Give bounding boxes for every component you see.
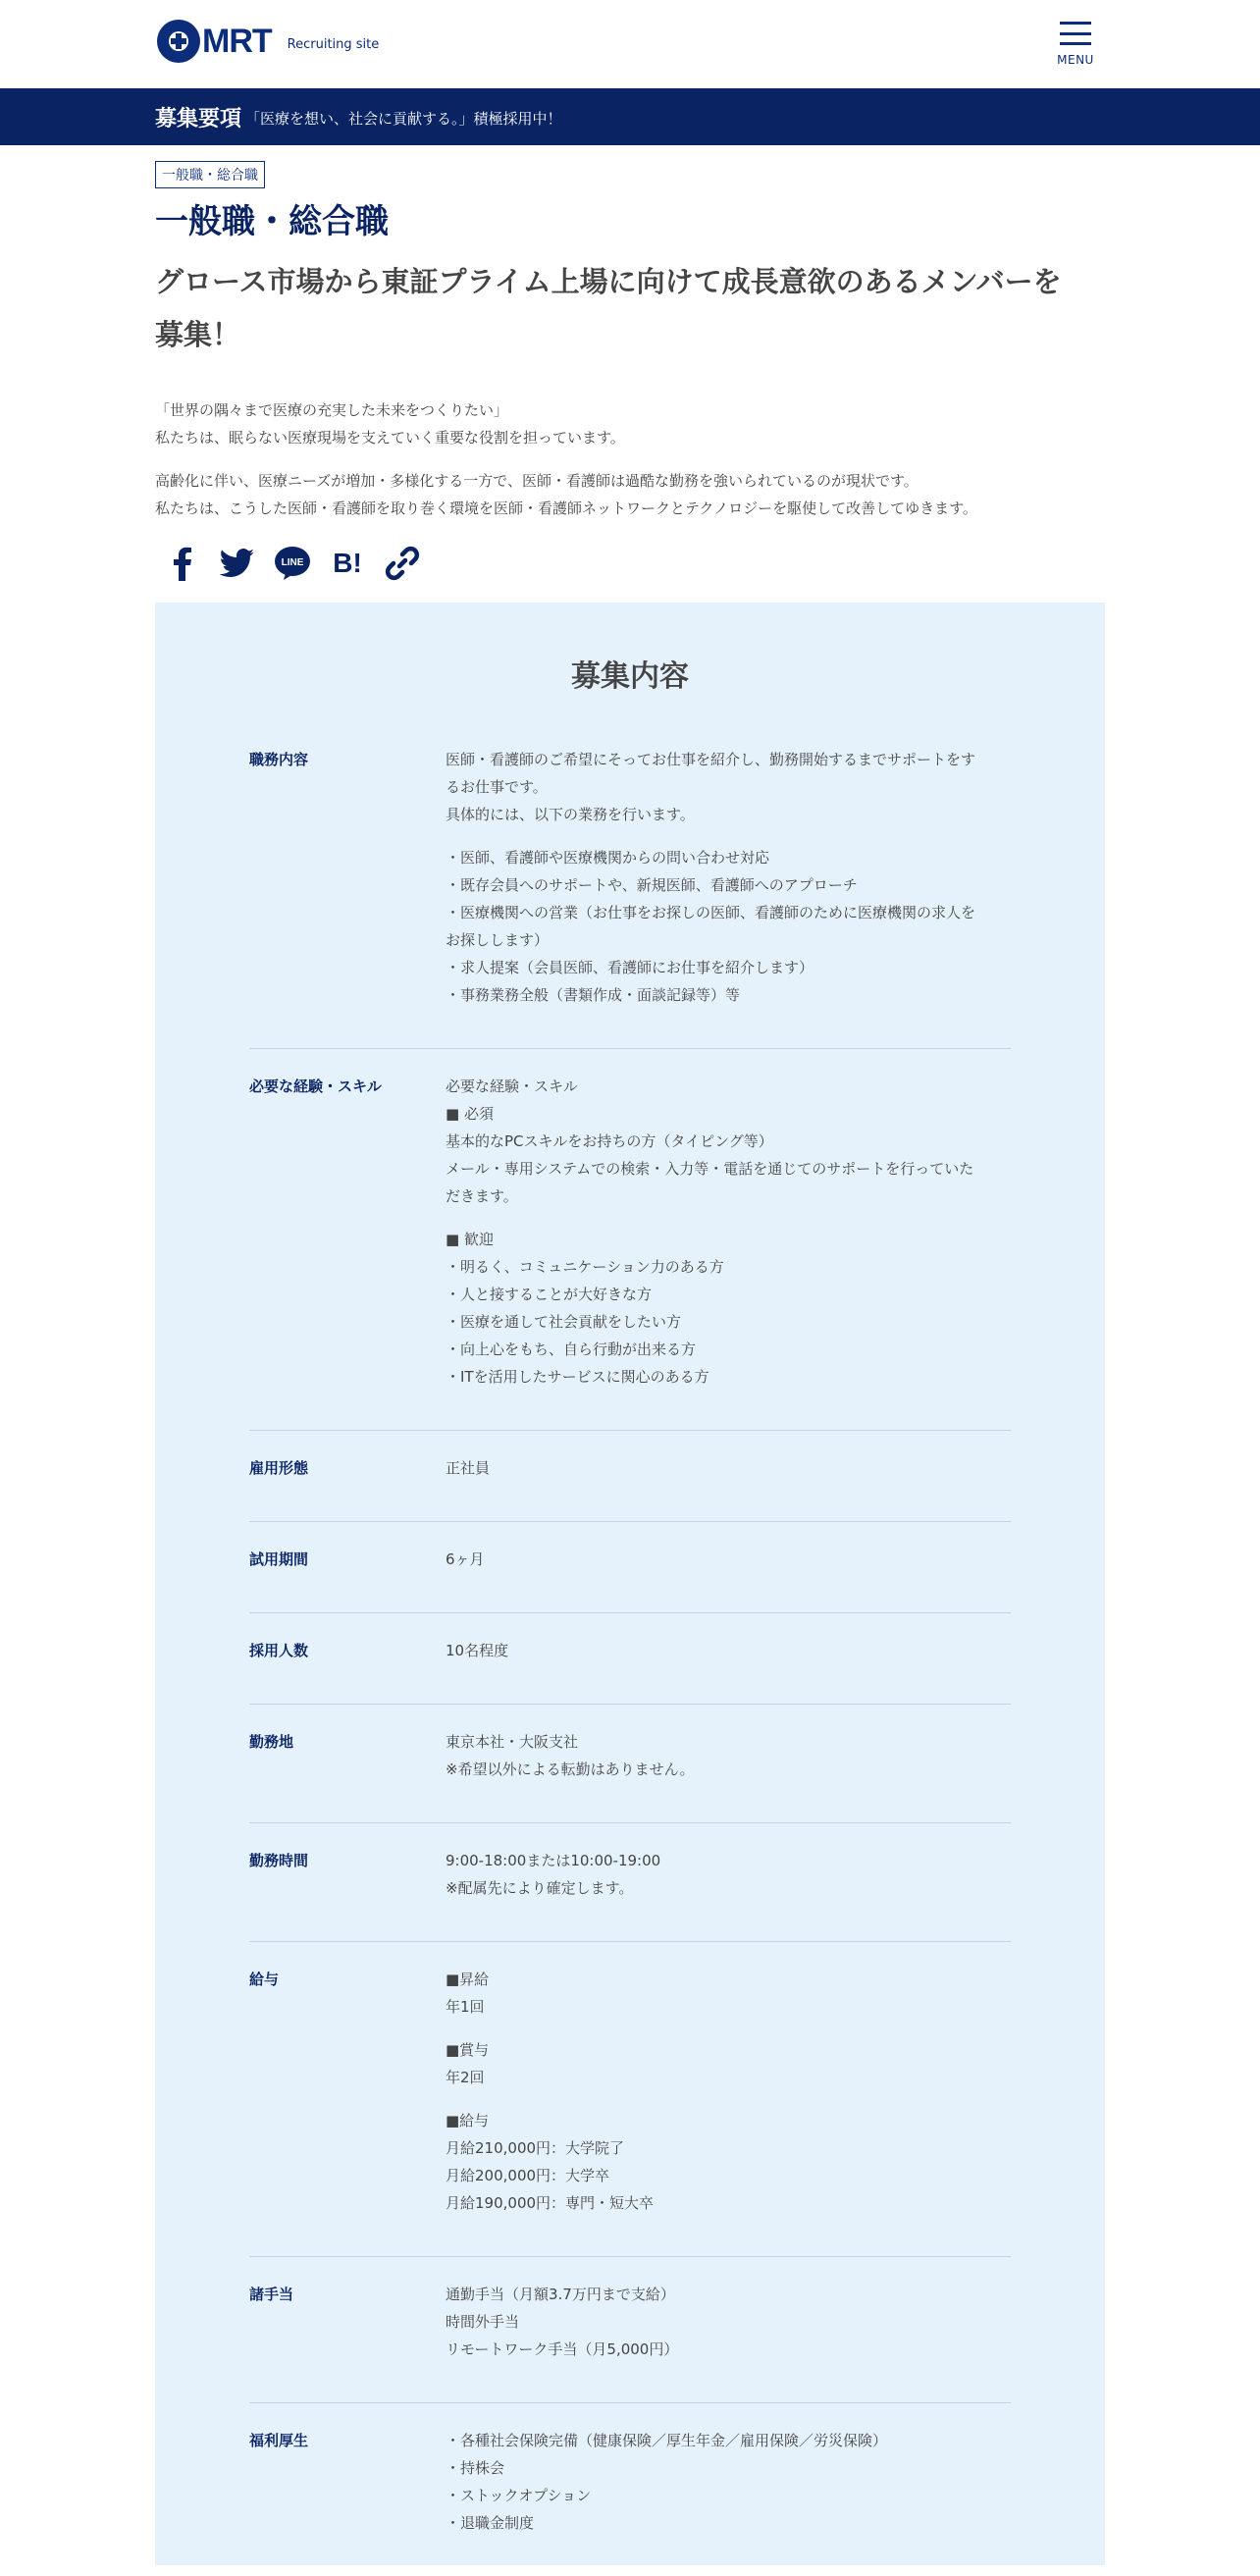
detail-line: ・持株会	[446, 2459, 505, 2477]
detail-row	[249, 2257, 1011, 2403]
detail-value	[446, 1073, 1011, 1391]
detail-line: ・人と接することが大好きな方	[446, 1286, 653, 1303]
detail-row	[249, 1942, 1011, 2257]
hatena-icon-text: B!	[333, 548, 362, 578]
line-icon[interactable]	[275, 546, 310, 581]
detail-line: 年1回	[446, 1998, 485, 2016]
detail-row	[249, 1705, 1011, 1823]
logo-mark-icon	[157, 20, 200, 63]
detail-row	[249, 1431, 1011, 1522]
detail-label: 勤務地	[249, 1733, 294, 1751]
logo-subtitle: Recruiting site	[287, 36, 380, 52]
lead-line-2: 募集！	[155, 318, 241, 351]
lead-line-1: グロース市場から東証プライム上場に向けて成長意欲のあるメンバーを	[155, 265, 1062, 298]
detail-line: 10名程度	[446, 1642, 509, 1659]
detail-value	[446, 1966, 1011, 2217]
detail-line: 月給200,000円：大学卒	[446, 2167, 610, 2184]
detail-line: 通勤手当（月額3.7万円まで支給）	[446, 2286, 675, 2303]
detail-line: ・退職金制度	[446, 2514, 535, 2532]
detail-row	[249, 746, 1011, 1049]
detail-value	[446, 1637, 1011, 1664]
detail-line: ・事務業務全般（書類作成・面談記録等）等	[446, 986, 741, 1004]
detail-line: 9:00-18:00または10:00-19:00	[446, 1852, 661, 1869]
detail-label: 福利厚生	[249, 2432, 309, 2449]
detail-line: だきます。	[446, 1187, 518, 1205]
menu-button[interactable]	[1056, 22, 1095, 73]
intro-p2-line-1: 高齢化に伴い、医療ニーズが増加・多様化する一方で、医師・看護師は過酷な勤務を強いられているのが現状です。	[155, 472, 919, 490]
site-header	[0, 0, 1260, 88]
detail-line: ■昇給	[446, 1971, 490, 1988]
detail-label: 必要な経験・スキル	[249, 1078, 382, 1095]
detail-line: ■ 必須	[446, 1105, 494, 1123]
link-icon[interactable]	[385, 546, 420, 581]
detail-line: 正社員	[446, 1459, 491, 1477]
detail-line: ・ストックオプション	[446, 2487, 592, 2504]
banner-subtitle: 「医療を想い、社会に貢献する。」積極採用中！	[245, 110, 562, 128]
detail-value	[446, 746, 1011, 1009]
lead-heading	[155, 255, 1105, 361]
detail-line: 月給210,000円：大学院了	[446, 2139, 625, 2157]
detail-line: 時間外手当	[446, 2313, 520, 2331]
menu-label: MENU	[1057, 53, 1094, 67]
detail-line: るお仕事です。	[446, 778, 548, 796]
logo-text: MRT	[202, 22, 272, 60]
detail-line: リモートワーク手当（月5,000円）	[446, 2340, 679, 2358]
intro-p1-line-1: 「世界の隅々まで医療の充実した未来をつくりたい」	[155, 401, 509, 419]
detail-row	[249, 1522, 1011, 1613]
detail-line: 必要な経験・スキル	[446, 1078, 578, 1095]
detail-label: 給与	[249, 1971, 280, 1988]
detail-value	[446, 2427, 1011, 2537]
job-intro	[0, 145, 1260, 585]
detail-value	[446, 1546, 1011, 1573]
detail-line: ※配属先により確定します。	[446, 1879, 634, 1897]
detail-line: 年2回	[446, 2069, 485, 2086]
category-tag[interactable]: 一般職・総合職	[155, 161, 265, 188]
detail-line: 基本的なPCスキルをお持ちの方（タイピング等）	[446, 1132, 773, 1150]
detail-row	[249, 1823, 1011, 1942]
intro-p1-line-2: 私たちは、眠らない医療現場を支えていく重要な役割を担っています。	[155, 429, 625, 447]
detail-line: ・各種社会保険完備（健康保険／厚生年金／雇用保険／労災保険）	[446, 2432, 888, 2449]
line-icon-text: LINE	[281, 557, 304, 568]
section-title: 募集内容	[571, 659, 689, 694]
detail-line: ■給与	[446, 2112, 490, 2129]
twitter-icon[interactable]	[220, 546, 255, 581]
detail-line: 医師・看護師のご希望にそってお仕事を紹介し、勤務開始するまでサポートをす	[446, 751, 976, 768]
details-table	[249, 746, 1011, 2576]
intro-p2-line-2: 私たちは、こうした医師・看護師を取り巻く環境を医師・看護師ネットワークとテクノロジーを駆使して改善してゆきます。	[155, 499, 977, 517]
detail-line: ・医療機関への営業（お仕事をお探しの医師、看護師のために医療機関の求人を	[446, 904, 976, 921]
detail-line: 東京本社・大阪支社	[446, 1733, 579, 1751]
detail-line: ※希望以外による転勤はありません。	[446, 1761, 695, 1778]
detail-line: ■ 歓迎	[446, 1231, 494, 1248]
hamburger-icon	[1060, 22, 1091, 45]
banner-title: 募集要項	[155, 106, 242, 131]
share-buttons	[165, 542, 1105, 585]
page-banner	[0, 88, 1260, 145]
page-title: 一般職・総合職	[155, 202, 389, 241]
detail-line: ・向上心をもち、自ら行動が出来る方	[446, 1341, 697, 1358]
detail-row	[249, 1049, 1011, 1431]
detail-label: 諸手当	[249, 2286, 294, 2303]
mrt-logo[interactable]	[157, 20, 379, 63]
detail-line: ・明るく、コミュニケーション力のある方	[446, 1258, 724, 1276]
detail-value	[446, 1728, 1011, 1783]
detail-line: 6ヶ月	[446, 1551, 485, 1568]
facebook-icon[interactable]	[165, 546, 200, 581]
detail-value	[446, 1454, 1011, 1482]
detail-row	[249, 1613, 1011, 1705]
detail-line: 具体的には、以下の業務を行います。	[446, 806, 695, 823]
detail-value	[446, 2281, 1011, 2363]
detail-line: ・医師、看護師や医療機関からの問い合わせ対応	[446, 849, 770, 867]
intro-paragraph-1	[155, 396, 1105, 451]
intro-paragraph-2	[155, 467, 1105, 522]
detail-row	[249, 2403, 1011, 2576]
detail-line: ・医療を通して社会貢献をしたい方	[446, 1313, 682, 1331]
detail-label: 採用人数	[249, 1642, 309, 1659]
detail-line: メール・専用システムでの検索・入力等・電話を通じてのサポートを行っていた	[446, 1160, 974, 1178]
detail-label: 試用期間	[249, 1551, 309, 1568]
hatena-bookmark-icon[interactable]	[330, 546, 365, 581]
detail-value	[446, 1847, 1011, 1902]
detail-line: ・求人提案（会員医師、看護師にお仕事を紹介します）	[446, 959, 814, 976]
recruitment-details	[155, 603, 1105, 2565]
detail-line: お探しします）	[446, 931, 550, 949]
detail-label: 職務内容	[249, 751, 309, 768]
detail-line: 月給190,000円：専門・短大卒	[446, 2194, 655, 2212]
detail-line: ・既存会員へのサポートや、新規医師、看護師へのアプローチ	[446, 876, 858, 894]
detail-label: 雇用形態	[249, 1459, 309, 1477]
detail-label: 勤務時間	[249, 1852, 309, 1869]
detail-line: ■賞与	[446, 2041, 490, 2059]
detail-line: ・ITを活用したサービスに関心のある方	[446, 1368, 709, 1386]
